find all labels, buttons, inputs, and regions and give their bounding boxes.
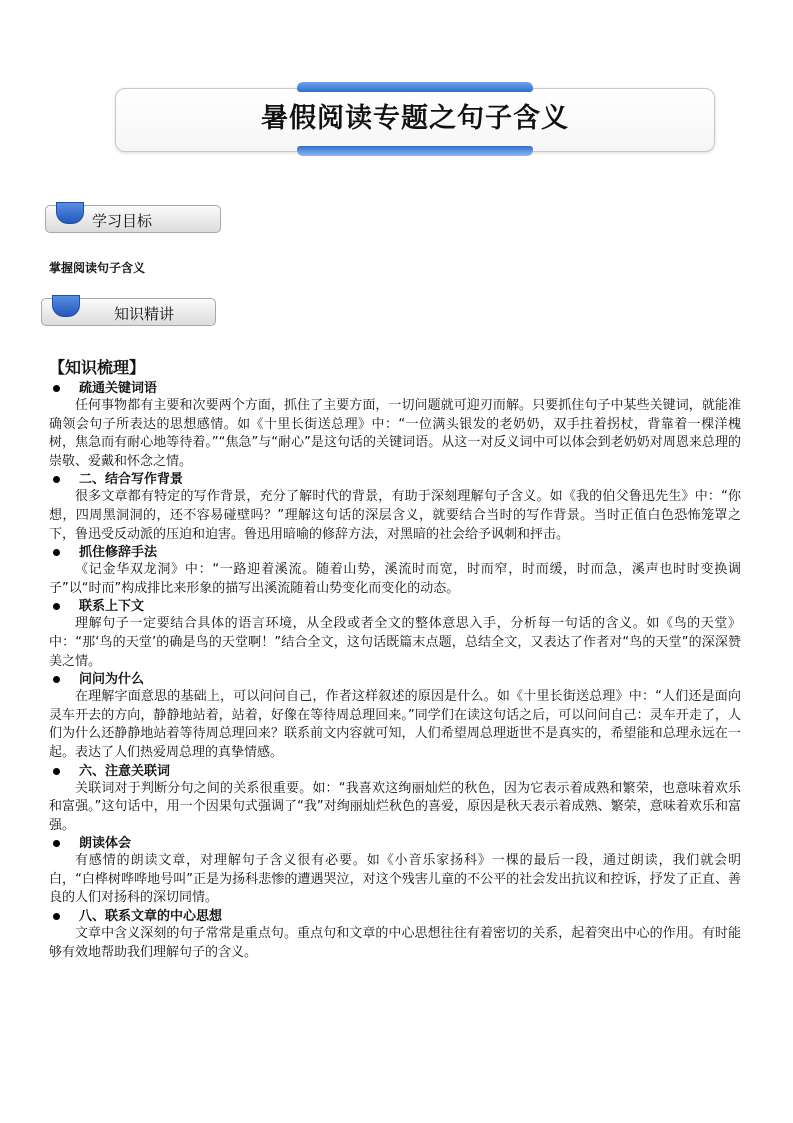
section-label: 知识精讲 — [114, 305, 175, 323]
item-title: 疏通关键词语 — [79, 381, 158, 396]
bullet-icon — [53, 603, 60, 610]
item-text: 关联词对于判断分句之间的关系很重要。如：“我喜欢这绚丽灿烂的秋色，因为它表示着成熟和繁荣，也意味着欢乐和富强。”这句话中，用一个因果句式强调了“我”对绚丽灿烂秋色的喜爱，原因是秋天表示着成熟、繁荣，意味着欢乐和富强。 — [49, 780, 741, 833]
bullet-icon — [53, 476, 60, 483]
item-title: 六、注意关联词 — [79, 763, 171, 779]
item-title: 八、联系文章的中心思想 — [79, 909, 223, 925]
item-title: 联系上下文 — [79, 599, 145, 615]
knowledge-content — [49, 355, 741, 962]
knowledge-heading: 【知识梳理】 — [49, 358, 146, 377]
item-text: 任何事物都有主要和次要两个方面，抓住了主要方面，一切问题就可迎刃而解。只要抓住句子中某些关键词，就能准确领会句子所表达的思想感情。如《十里长街送总理》中：“一位满头银发的老奶奶，双手拄着拐杖，背靠着一棵洋槐树，焦急而有耐心地等待着。”“焦急”与“耐心”是这句话的关键词语。从这一对反义词中可以体会到老奶奶对周恩来总理的崇敬、爱戴和怀念之情。 — [49, 398, 741, 469]
knowledge-item — [49, 380, 741, 471]
title-bar-top — [297, 82, 533, 92]
knowledge-item — [49, 908, 741, 962]
bullet-icon — [53, 676, 60, 683]
section-label: 学习目标 — [92, 212, 153, 230]
item-text: 在理解字面意思的基础上，可以问问自己，作者这样叙述的原因是什么。如《十里长街送总理》中：“人们还是面向灵车开去的方向，静静地站着，站着，好像在等待周总理回来。”同学们在读这句话之后，可以问问自己：灵车开走了，人们为什么还静静地站着等待周总理回来？联系前文内容就可知，人们希望周总理逝世不是真实的，希望能和总理永远在一起。表达了人们热爱周总理的真挚情感。 — [49, 689, 741, 760]
knowledge-item — [49, 544, 741, 598]
item-title: 二、结合写作背景 — [79, 472, 184, 488]
item-title: 朗读体会 — [79, 836, 132, 852]
knowledge-item — [49, 835, 741, 908]
bullet-icon — [53, 913, 60, 920]
section-cup-icon — [52, 295, 80, 317]
knowledge-item — [49, 671, 741, 762]
bullet-icon — [53, 768, 60, 775]
page-title: 暑假阅读专题之句子含义 — [261, 103, 569, 134]
title-bar-bottom — [297, 146, 533, 156]
section-header-knowledge — [41, 298, 216, 326]
item-text: 文章中含义深刻的句子常常是重点句。重点句和文章的中心思想往往有着密切的关系，起着突出中心的作用。有时能够有效地帮助我们理解句子的含义。 — [49, 926, 741, 960]
item-text: 有感情的朗读文章，对理解句子含义很有必要。如《小音乐家扬科》一棵的最后一段，通过朗读，我们就会明白，“白桦树哗哗地号叫”正是为扬科悲惨的遭遇哭泣，对这个残害儿童的不公平的社会发出抗议和控诉，抒发了正直、善良的人们对扬科的深切同情。 — [49, 853, 741, 906]
learning-goal-text: 掌握阅读句子含义 — [49, 261, 146, 275]
section-cup-icon — [56, 202, 84, 224]
item-text: 很多文章都有特定的写作背景，充分了解时代的背景，有助于深刻理解句子含义。如《我的伯父鲁迅先生》中：“你想，四周黑洞洞的，还不容易碰壁吗？”理解这句话的深层含义，就要结合当时的写作背景。当时正值白色恐怖笼罩之下，鲁迅受反动派的压迫和迫害。鲁迅用暗喻的修辞方法，对黑暗的社会给予讽刺和抨击。 — [49, 489, 741, 542]
bullet-icon — [53, 385, 60, 392]
bullet-icon — [53, 549, 60, 556]
knowledge-item — [49, 763, 741, 836]
knowledge-item — [49, 598, 741, 671]
bullet-icon — [53, 840, 60, 847]
title-banner — [115, 82, 715, 154]
item-text: 理解句子一定要结合具体的语言环境，从全段或者全文的整体意思入手，分析每一句话的含义。如《鸟的天堂》中：“那‘鸟的天堂’的确是鸟的天堂啊！”结合全文，这句话既篇末点题，总结全文，又表达了作者对“鸟的天堂”的深深赞美之情。 — [49, 616, 741, 669]
item-title: 抓住修辞手法 — [79, 545, 158, 561]
knowledge-item — [49, 471, 741, 544]
section-header-goal — [45, 205, 221, 233]
item-text: 《记金华双龙洞》中：“一路迎着溪流。随着山势，溪流时而宽，时而窄，时而缓，时而急，溪声也时时变换调子”以“时而”构成排比来形象的描写出溪流随着山势变化而变化的动态。 — [49, 562, 741, 596]
item-title: 问问为什么 — [79, 672, 145, 688]
